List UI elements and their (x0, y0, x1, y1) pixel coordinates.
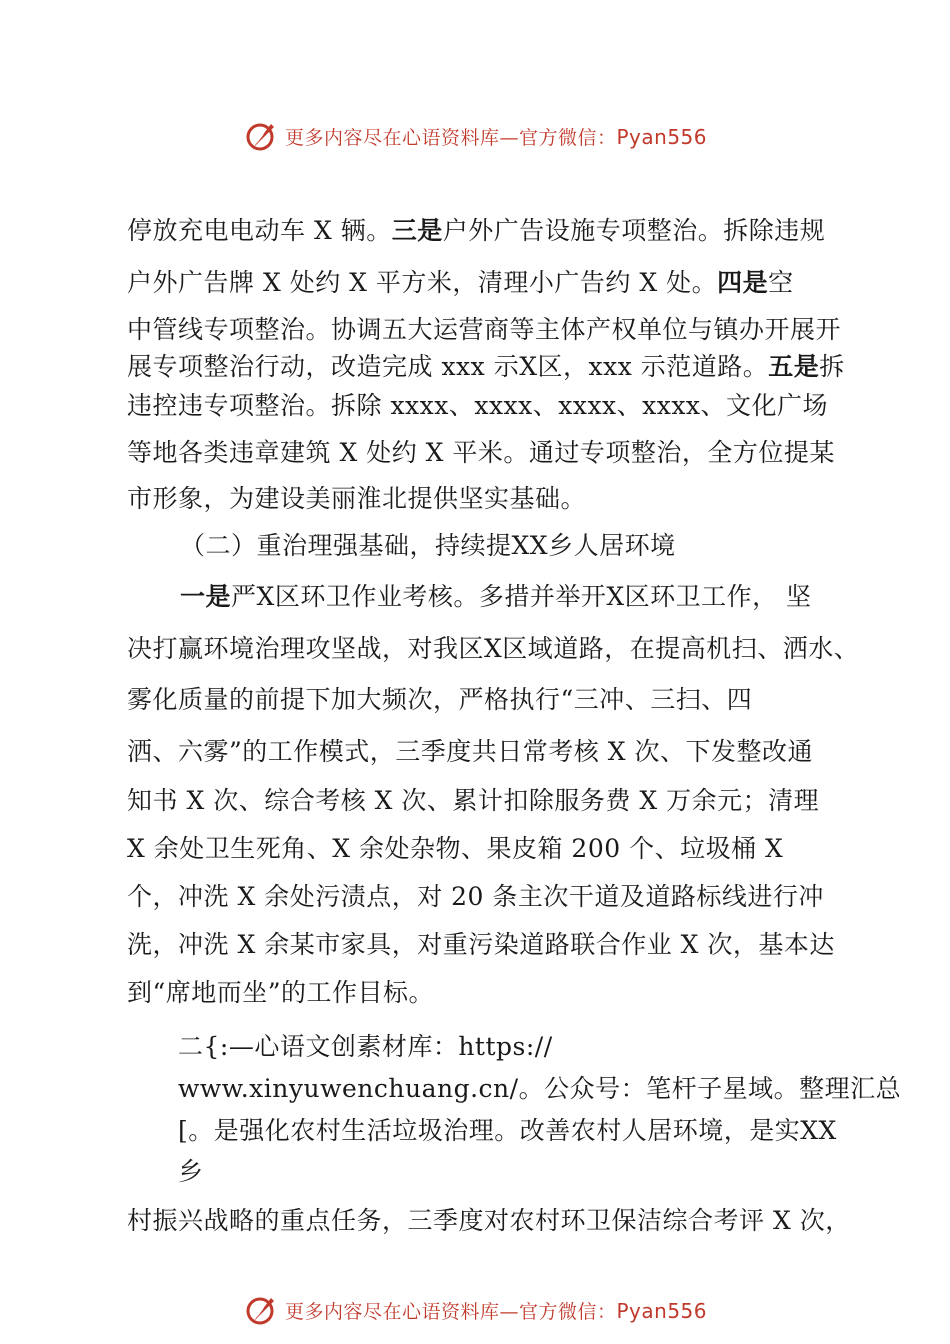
body-line-21: 乡 (178, 1157, 204, 1186)
watermark-text: 更多内容尽在心语资料库—官方微信：Pyan556 (284, 1298, 708, 1323)
body-line-17: 到“席地而坐”的工作目标。 (127, 978, 435, 1007)
body-line-15: 个，冲洗 X 余处污渍点，对 20 条主次干道及道路标线进行冲 (127, 882, 824, 911)
body-line-20: [。是强化农村生活垃圾治理。改善农村人居环境，是实XX (178, 1116, 837, 1145)
body-line-6: 等地各类违章建筑 X 处约 X 平米。通过专项整治，全方位提某 (127, 438, 835, 467)
quill-logo-icon (243, 118, 279, 154)
body-line-5: 违控违专项整治。拆除 xxxx、xxxx、xxxx、xxxx、文化广场 (127, 391, 829, 420)
body-line-12: 洒、六雾”的工作模式，三季度共日常考核 X 次、下发整改通 (127, 737, 813, 766)
body-line-16: 洗，冲洗 X 余某市家具，对重污染道路联合作业 X 次，基本达 (127, 930, 835, 959)
section-heading: （二）重治理强基础，持续提XX乡人居环境 (180, 531, 676, 560)
body-line-11: 雾化质量的前提下加大频次，严格执行“三冲、三扫、四 (127, 685, 753, 714)
body-line-4: 展专项整治行动，改造完成 xxx 示X区，xxx 示范道路。五是拆 (127, 352, 845, 381)
quill-logo-icon (243, 1292, 279, 1328)
body-line-2: 户外广告牌 X 处约 X 平方米，清理小广告约 X 处。四是空 (127, 268, 794, 297)
bold-marker: 四是 (717, 268, 769, 297)
bold-marker: 三是 (391, 216, 443, 245)
body-line-14: X 余处卫生死角、X 余处杂物、果皮箱 200 个、垃圾桶 X (127, 834, 784, 863)
body-line-13: 知书 X 次、综合考核 X 次、累计扣除服务费 X 万余元；清理 (127, 786, 820, 815)
body-line-1: 停放充电电动车 X 辆。三是户外广告设施专项整治。拆除违规 (127, 216, 826, 245)
body-line-19: www.xinyuwenchuang.cn/。公众号：笔杆子星域。整理汇总 (178, 1074, 902, 1103)
body-line-9: 一是严X区环卫作业考核。多措并举开X区环卫工作， 坚 (180, 582, 812, 611)
header-watermark (0, 114, 950, 158)
bold-marker: 五是 (768, 352, 820, 381)
body-line-18: 二{:—心语文创素材库：https:// (178, 1032, 553, 1061)
footer-watermark (0, 1288, 950, 1332)
body-line-10: 决打赢环境治理攻坚战，对我区X区域道路，在提高机扫、洒水、 (127, 634, 860, 663)
watermark-text: 更多内容尽在心语资料库—官方微信：Pyan556 (284, 124, 708, 149)
body-line-3: 中管线专项整治。协调五大运营商等主体产权单位与镇办开展开 (127, 315, 842, 344)
bold-marker: 一是 (180, 582, 232, 611)
body-line-22: 村振兴战略的重点任务，三季度对农村环卫保洁综合考评 X 次， (127, 1206, 851, 1235)
body-line-7: 市形象，为建设美丽淮北提供坚实基础。 (127, 484, 587, 513)
